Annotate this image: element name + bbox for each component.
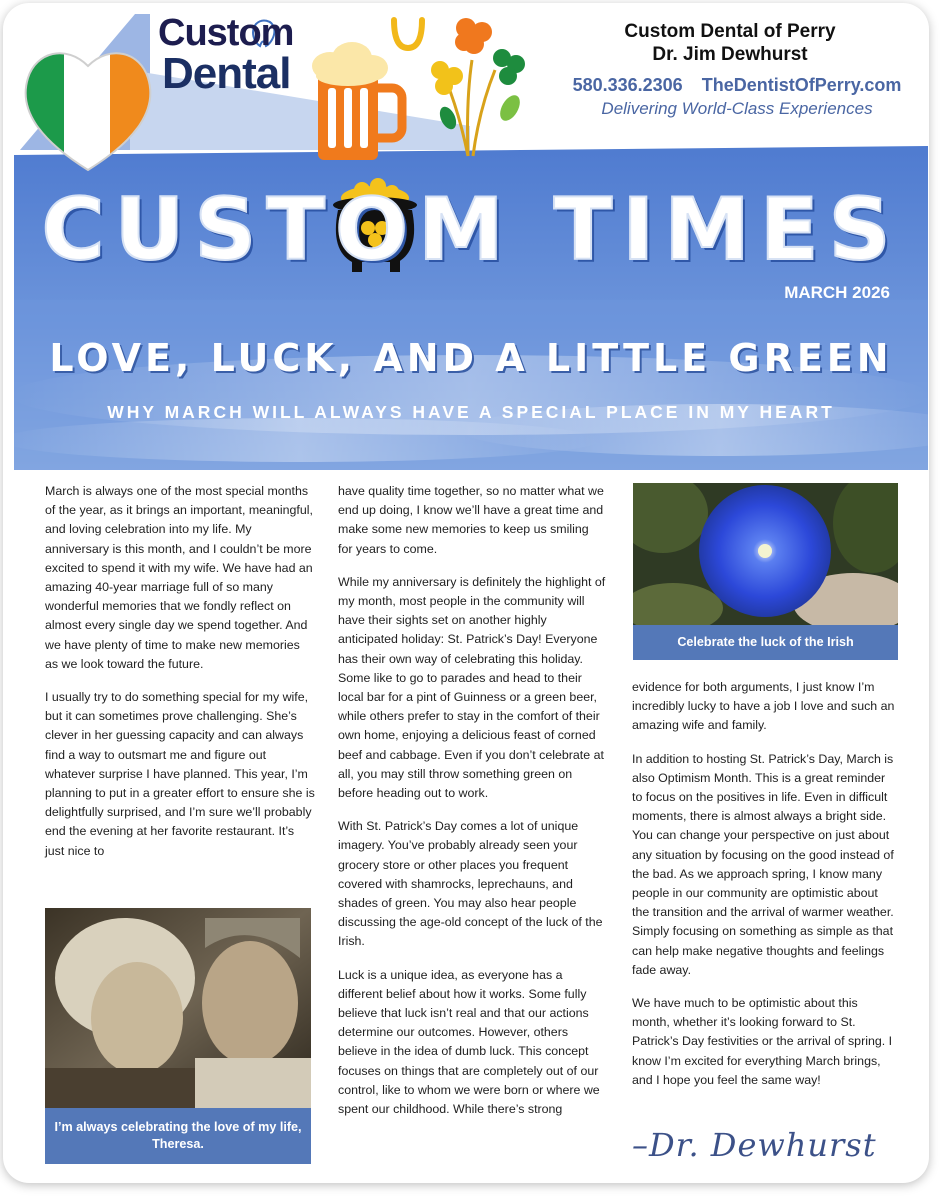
website-link[interactable]: TheDentistOfPerry.com: [701, 75, 902, 95]
article-headline: LOVE, LUCK, AND A LITTLE GREEN: [49, 336, 893, 380]
couple-photo-caption: I’m always celebrating the love of my life, Theresa.: [45, 1108, 311, 1164]
paragraph: I usually try to do something special for my wife, but it can sometimes prove challenging. She’s clever in her guessing capacity and can always find a way to outsmart me and figure out whatever surprise I have planned. This year, I’m planning to put in a greater effort to ensure she is delightfully surprised, and I’m sure we’ll probably end the evening at her favorite restaurant. It’s just nice to: [45, 690, 315, 858]
phone-number: 580.336.2306: [572, 75, 683, 95]
paragraph: Luck is a unique idea, as everyone has a different belief about how it works. Some fully believe that luck isn’t real and that our actions determine our outcomes. However, others believe in the idea of dumb luck. This concept focuses on things that are completely out of our control, like to whom we were born or where we spent our childhood. While there’s strong: [338, 967, 600, 1117]
article-column-2: [338, 482, 606, 1133]
practice-tagline: Delivering World-Class Experiences: [601, 99, 873, 118]
article-column-3: [632, 678, 898, 1104]
logo-line-1: Custom: [158, 12, 294, 54]
flower-photo-caption: Celebrate the luck of the Irish: [633, 625, 898, 660]
paragraph: have quality time together, so no matter what we end up doing, I know we’ll have a great time and make some new memories to keep us smiling for years to come.: [338, 484, 604, 556]
morning-glory-photo: [633, 483, 898, 625]
newsletter-title: CUSTOM TIMES: [41, 180, 901, 280]
logo-line-2: Dental: [162, 49, 291, 98]
doctor-signature: –Dr. Dewhurst: [632, 1126, 877, 1164]
couple-photo: [45, 908, 311, 1108]
doctor-name: Dr. Jim Dewhurst: [652, 44, 808, 65]
paragraph: While my anniversary is definitely the highlight of my month, most people in the community will have their sights set on another highly anticipated holiday: St. Patrick’s Day! Everyone has their own way of celebrating this holiday. Some like to go to parades and head to their local bar for a pint of Guinness or a green beer, while others prefer to stay in the comfort of their own home, enjoying a delicious feast of corned beef and cabbage. Even if you don’t celebrate at all, you may still throw something green on before heading out to work.: [338, 574, 606, 801]
issue-date: MARCH 2026: [784, 283, 890, 302]
paragraph: With St. Patrick’s Day comes a lot of unique imagery. You’ve probably already seen your grocery store or other places you frequent covered with shamrocks, leprechauns, and shades of green. You may also hear people discussing the age-old concept of the luck of the Irish.: [338, 819, 603, 949]
paragraph: We have much to be optimistic about this month, whether it’s looking forward to St. Patrick’s Day festivities or the arrival of spring. I know I’m excited for everything March brings, and I hope you feel the same way!: [632, 996, 893, 1087]
custom-dental-logo: [158, 14, 293, 96]
article-column-1: [45, 482, 315, 875]
paragraph: March is always one of the most special months of the year, as it brings an important, meaningful, and loving celebration into my life. My anniversary is this month, and I couldn’t be more excited to spend it with my wife. We have had an amazing 40-year marriage full of so many wonderful memories that we fondly reflect on almost every single day we spend together. And we have plenty of time to make new memories as we look toward the future.: [45, 484, 313, 671]
paragraph: evidence for both arguments, I just know I’m incredibly lucky to have a job I love and such an amazing wife and family.: [632, 680, 895, 733]
horseshoe-icon: [394, 20, 422, 48]
beer-mug-icon: [312, 42, 402, 160]
paragraph: In addition to hosting St. Patrick’s Day, March is also Optimism Month. This is a great reminder to focus on the positives in life. Even in difficult moments, there is almost always a bright side. You can change your perspective on just about any situation by focusing on the good instead of the bad. As we approach spring, I know many people in our community are optimistic about the transition and the arrival of warmer weather. Simply focusing on something as simple as that can help make negative thoughts and feelings fade away.: [632, 751, 894, 977]
practice-name: Custom Dental of Perry: [624, 21, 836, 42]
article-subheadline: WHY MARCH WILL ALWAYS HAVE A SPECIAL PLACE IN MY HEART: [107, 402, 835, 422]
practice-info: [560, 20, 900, 66]
contact-line: [540, 75, 934, 96]
